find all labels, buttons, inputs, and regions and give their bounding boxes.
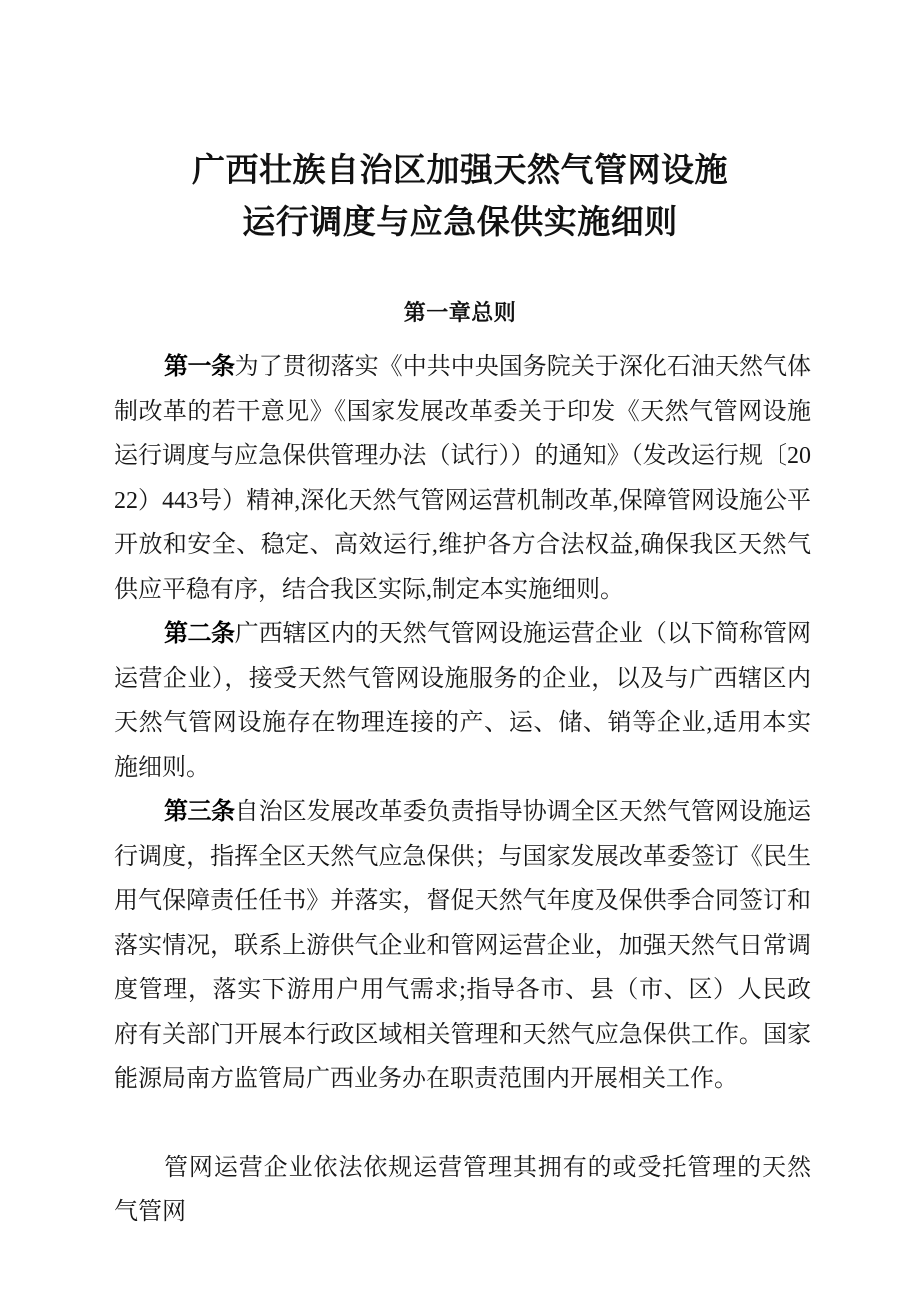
chapter-heading: 第一章总则 (403, 300, 517, 325)
body-text-column (114, 345, 811, 1235)
article-body-2: 广西辖区内的天然气管网设施运营企业（以下简称管网运营企业），接受天然气管网设施服务的企业，以及与广西辖区内天然气管网设施存在物理连接的产、运、储、销等企业,适用本实施细则。 (114, 621, 812, 781)
article-label-3: 第三条 (164, 798, 235, 825)
article-paragraph-2 (114, 612, 811, 790)
article-paragraph-1 (114, 345, 811, 612)
article-body-3: 自治区发展改革委负责指导协调全区天然气管网设施运行调度，指挥全区天然气应急保供；与国家发展改革委签订《民生用气保障责任任书》并落实，督促天然气年度及保供季合同签订和落实情况，联系上游供气企业和管网运营企业，加强天然气日常调度管理，落实下游用户用气需求;指导各市、县（市、区）人民政府有关部门开展本行政区域相关管理和天然气应急保供工作。国家能源局南方监管局广西业务办在职责范围内开展相关工作。 (114, 799, 812, 1092)
article-label-2: 第二条 (164, 620, 235, 647)
trailing-paragraph: 管网运营企业依法依规运营管理其拥有的或受托管理的天然气管网 (114, 1154, 811, 1225)
article-body-1: 为了贯彻落实《中共中央国务院关于深化石油天然气体制改革的若干意见》《国家发展改革委关于印发《天然气管网设施运行调度与应急保供管理办法（试行））的通知》（发改运行规〔2022）443号）精神,深化天然气管网运营机制改革,保障管网设施公平开放和安全、稳定、高效运行,维护各方合法权益,确保我区天然气供应平稳有序，结合我区实际,制定本实施细则。 (114, 354, 812, 603)
document-title (0, 144, 920, 248)
document-title-line-2: 运行调度与应急保供实施细则 (242, 203, 678, 240)
article-paragraph-3 (114, 790, 811, 1102)
document-title-line-1: 广西壮族自治区加强天然气管网设施 (192, 151, 728, 188)
article-label-1: 第一条 (164, 353, 235, 380)
